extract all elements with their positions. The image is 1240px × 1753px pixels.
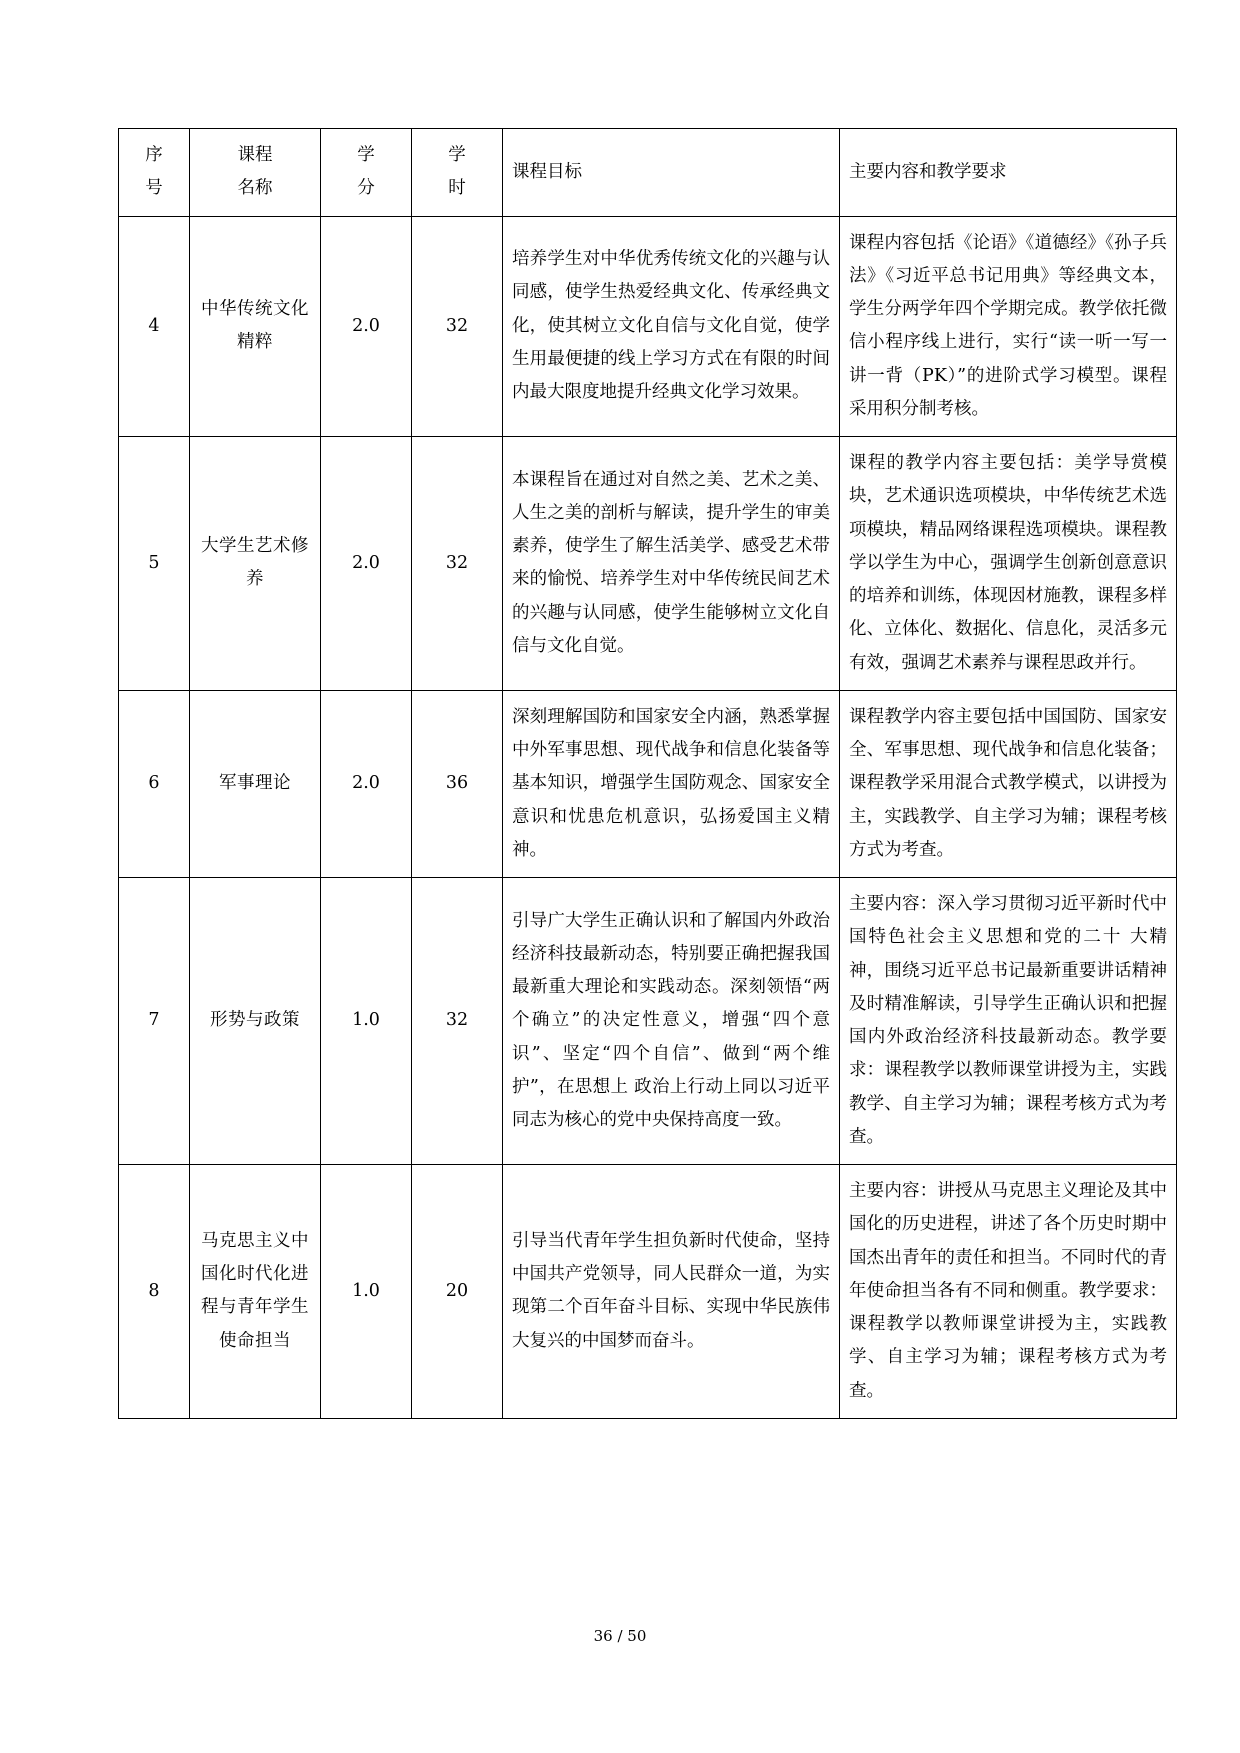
- cell-hours: 32: [412, 216, 503, 437]
- cell-credit: 1.0: [321, 878, 412, 1165]
- cell-course-goal: 本课程旨在通过对自然之美、艺术之美、人生之美的剖析与解读，提升学生的审美素养，使学生了解生活美学、感受艺术带来的愉悦、培养学生对中华传统民间艺术的兴趣与认同感，使学生能够树立文化自信与文化自觉。: [503, 437, 840, 691]
- table-header: [119, 129, 1177, 217]
- cell-no: 4: [119, 216, 190, 437]
- header-cell-goal: 课程目标: [503, 129, 840, 217]
- table-row: [119, 437, 1177, 691]
- cell-no: 8: [119, 1165, 190, 1419]
- cell-course-goal: 深刻理解国防和国家安全内涵，熟悉掌握中外军事思想、现代战争和信息化装备等基本知识，增强学生国防观念、国家安全意识和忧患危机意识，弘扬爱国主义精神。: [503, 690, 840, 877]
- header-cell-no: [119, 129, 190, 217]
- cell-no: 6: [119, 690, 190, 877]
- header-no-line2: 号: [145, 178, 163, 199]
- table-row: [119, 216, 1177, 437]
- cell-course-content: 课程的教学内容主要包括：美学导赏模块，艺术通识选项模块，中华传统艺术选项模块，精品网络课程选项模块。课程教学以学生为中心，强调学生创新创意意识的培养和训练，体现因材施教，课程多样化、立体化、数据化、信息化，灵活多元有效，强调艺术素养与课程思政并行。: [840, 437, 1177, 691]
- table-row: [119, 878, 1177, 1165]
- cell-course-name: 中华传统文化精粹: [190, 216, 321, 437]
- cell-course-name: 形势与政策: [190, 878, 321, 1165]
- cell-course-content: 课程内容包括《论语》《道德经》《孙子兵法》《习近平总书记用典》等经典文本，学生分两学年四个学期完成。教学依托微信小程序线上进行，实行“读一听一写一讲一背（PK）”的进阶式学习模型。课程采用积分制考核。: [840, 216, 1177, 437]
- header-credit-line1: 学: [357, 145, 375, 165]
- cell-course-name: 马克思主义中国化时代化进程与青年学生使命担当: [190, 1165, 321, 1419]
- cell-course-content: 主要内容：讲授从马克思主义理论及其中国化的历史进程，讲述了各个历史时期中国杰出青年的责任和担当。不同时代的青年使命担当各有不同和侧重。教学要求：课程教学以教师课堂讲授为主，实践教学、自主学习为辅；课程考核方式为考查。: [840, 1165, 1177, 1419]
- cell-hours: 32: [412, 437, 503, 691]
- cell-hours: 36: [412, 690, 503, 877]
- cell-no: 5: [119, 437, 190, 691]
- header-cell-credit: [321, 129, 412, 217]
- cell-hours: 32: [412, 878, 503, 1165]
- cell-credit: 2.0: [321, 690, 412, 877]
- cell-hours: 20: [412, 1165, 503, 1419]
- header-cell-hours: [412, 129, 503, 217]
- cell-course-goal: 引导当代青年学生担负新时代使命，坚持中国共产党领导，同人民群众一道，为实现第二个百年奋斗目标、实现中华民族伟大复兴的中国梦而奋斗。: [503, 1165, 840, 1419]
- header-credit-line2: 分: [357, 178, 375, 199]
- header-hours-line1: 学: [448, 145, 466, 165]
- table-row: [119, 1165, 1177, 1419]
- cell-credit: 1.0: [321, 1165, 412, 1419]
- cell-course-goal: 引导广大学生正确认识和了解国内外政治经济科技最新动态，特别要正确把握我国最新重大理论和实践动态。深刻领悟“两个确立”的决定性意义，增强“四个意识”、坚定“四个自信”、做到“两个维护”，在思想上 政治上行动上同以习近平同志为核心的党中央保持高度一致。: [503, 878, 840, 1165]
- header-cell-content: 主要内容和教学要求: [840, 129, 1177, 217]
- course-table: [118, 128, 1177, 1419]
- cell-credit: 2.0: [321, 216, 412, 437]
- header-name-line2: 名称: [237, 178, 273, 199]
- table-header-row: [119, 129, 1177, 217]
- table-body: [119, 216, 1177, 1418]
- header-name-line1: 课程: [237, 145, 273, 165]
- cell-course-content: 课程教学内容主要包括中国国防、国家安全、军事思想、现代战争和信息化装备；课程教学采用混合式教学模式，以讲授为主，实践教学、自主学习为辅；课程考核方式为考查。: [840, 690, 1177, 877]
- cell-course-goal: 培养学生对中华优秀传统文化的兴趣与认同感，使学生热爱经典文化、传承经典文化，使其树立文化自信与文化自觉，使学生用最便捷的线上学习方式在有限的时间内最大限度地提升经典文化学习效果。: [503, 216, 840, 437]
- header-cell-name: [190, 129, 321, 217]
- page-footer: 36 / 50: [593, 1627, 647, 1645]
- cell-course-name: 军事理论: [190, 690, 321, 877]
- header-hours-line2: 时: [448, 178, 466, 199]
- header-no-line1: 序: [145, 145, 163, 165]
- cell-credit: 2.0: [321, 437, 412, 691]
- cell-course-content: 主要内容：深入学习贯彻习近平新时代中国特色社会主义思想和党的二十 大精神，围绕习近平总书记最新重要讲话精神及时精准解读，引导学生正确认识和把握国内外政治经济科技最新动态。教学要求：课程教学以教师课堂讲授为主，实践教学、自主学习为辅；课程考核方式为考查。: [840, 878, 1177, 1165]
- cell-no: 7: [119, 878, 190, 1165]
- cell-course-name: 大学生艺术修养: [190, 437, 321, 691]
- table-row: [119, 690, 1177, 877]
